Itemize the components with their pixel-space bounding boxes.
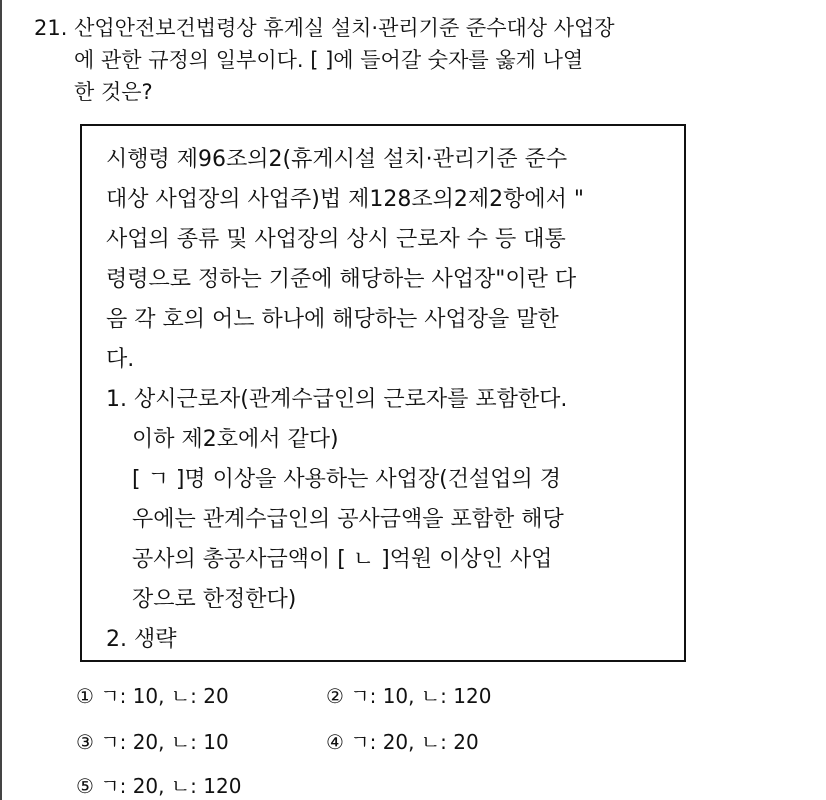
- excerpt-line: 2. 생략: [106, 627, 177, 652]
- option-3[interactable]: ③ ㄱ: 20, ㄴ: 10: [76, 730, 229, 754]
- excerpt-line: 장으로 한정한다): [132, 587, 297, 612]
- option-2[interactable]: ② ㄱ: 10, ㄴ: 120: [326, 684, 492, 708]
- question-line: 21. 산업안전보건법령상 휴게실 설치·관리기준 준수대상 사업장: [34, 16, 615, 40]
- excerpt-line: 공사의 총공사금액이 [ ㄴ ]억원 이상인 사업: [132, 547, 553, 572]
- question-line: 한 것은?: [74, 80, 153, 104]
- excerpt-line: 음 각 호의 어느 하나에 해당하는 사업장을 말한: [106, 307, 559, 332]
- option-4[interactable]: ④ ㄱ: 20, ㄴ: 20: [326, 730, 479, 754]
- excerpt-line: 사업의 종류 및 사업장의 상시 근로자 수 등 대통: [106, 227, 566, 252]
- excerpt-line: 대상 사업장의 사업주)법 제128조의2제2항에서 ": [106, 187, 584, 212]
- excerpt-line: 1. 상시근로자(관계수급인의 근로자를 포함한다.: [106, 387, 568, 412]
- excerpt-line: 우에는 관계수급인의 공사금액을 포함한 해당: [132, 507, 564, 532]
- excerpt-line: 이하 제2호에서 같다): [132, 427, 339, 452]
- excerpt-line: 시행령 제96조의2(휴게시설 설치·관리기준 준수: [106, 147, 568, 172]
- question-line: 에 관한 규정의 일부이다. [ ]에 들어갈 숫자를 옳게 나열: [74, 48, 584, 72]
- option-5[interactable]: ⑤ ㄱ: 20, ㄴ: 120: [76, 774, 242, 798]
- regulation-excerpt-box: [80, 124, 686, 662]
- question-stem: [34, 12, 615, 108]
- option-1[interactable]: ① ㄱ: 10, ㄴ: 20: [76, 684, 229, 708]
- excerpt-line: 다.: [106, 347, 135, 372]
- excerpt-line: [ ㄱ ]명 이상을 사용하는 사업장(건설업의 경: [132, 467, 561, 492]
- page-border: [0, 0, 2, 800]
- excerpt-line: 령령으로 정하는 기준에 해당하는 사업장"이란 다: [106, 267, 577, 292]
